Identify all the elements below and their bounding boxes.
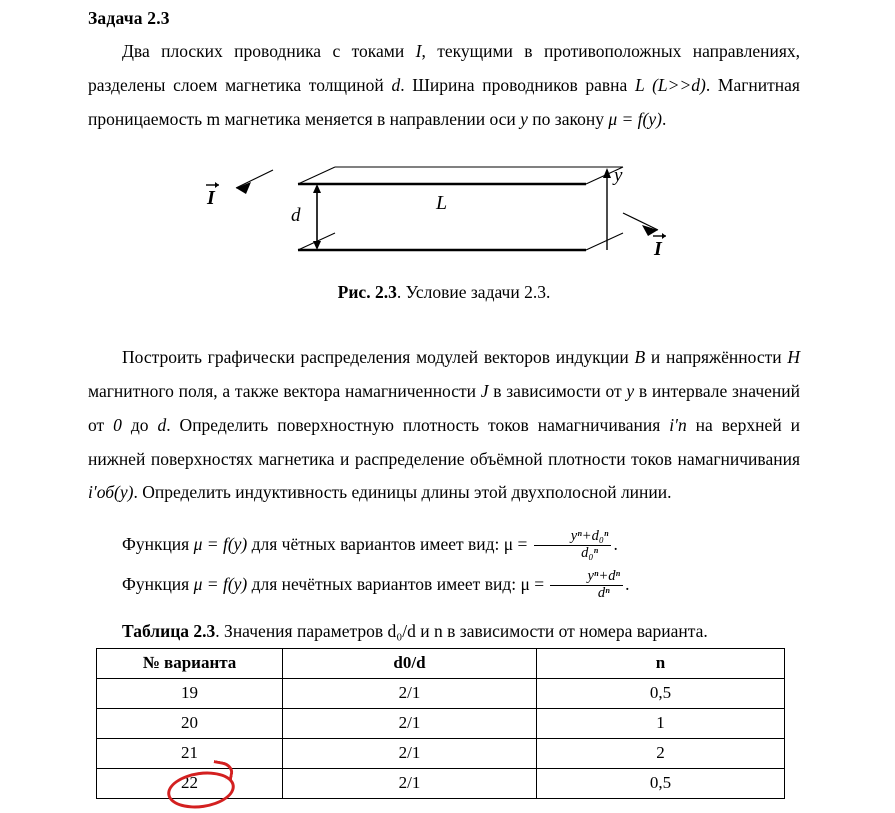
svg-text:I: I (207, 187, 215, 210)
cell-variant: 19 (97, 678, 283, 708)
text-run: для нечётных вариантов имеет вид: μ = (247, 574, 549, 595)
cell-n: 1 (537, 708, 785, 738)
text-run: . (661, 108, 667, 129)
table-header-row (97, 648, 785, 678)
text-run: до (121, 414, 158, 435)
symbol-surface-current: i′п (669, 414, 687, 435)
fraction-denominator: d₀ⁿ (534, 545, 612, 562)
fraction-denominator: dⁿ (550, 585, 623, 602)
symbol-thickness: d (391, 74, 401, 95)
cell-d0d: 2/1 (283, 678, 537, 708)
table-row (97, 738, 785, 768)
cell-n: 0,5 (537, 768, 785, 798)
formula-mu-of-y: μ = f(y) (608, 108, 662, 129)
figure-caption-text: . Условие задачи 2.3. (396, 282, 551, 303)
symbol-width: L (635, 74, 645, 95)
symbol-H: H (787, 347, 800, 368)
fraction-even (534, 529, 612, 562)
formula-odd-variants (88, 564, 800, 604)
symbol-y: y (626, 381, 635, 402)
symbol-J: J (480, 381, 489, 402)
symbol-axis-y: y (520, 108, 528, 129)
fraction-numerator: yⁿ+dⁿ (587, 567, 621, 584)
text-run: , текущими в противоположных направлениях, разделены слоем магнетика толщиной (88, 41, 800, 95)
text-run: . Определить индуктивность единицы длины этой двухполосной линии. (133, 482, 672, 503)
formula-mu-f-y: μ = f(y) (193, 534, 248, 555)
table-header-d0d: d0/d (283, 648, 537, 678)
cell-variant: 20 (97, 708, 283, 738)
figure-diagram (88, 158, 800, 276)
figure-label-y: y (614, 165, 623, 187)
value-zero: 0 (113, 414, 122, 435)
condition-l-gg-d: (L>>d) (644, 74, 706, 95)
table-row (97, 768, 785, 798)
cell-n: 2 (537, 738, 785, 768)
problem-statement-paragraph (88, 35, 800, 136)
symbol-current: I (415, 41, 422, 61)
figure-2-3 (88, 158, 800, 276)
text-run: в зависимости от (488, 381, 627, 402)
task-title: Задача 2.3 (88, 8, 170, 28)
text-run: . Ширина проводников равна (400, 74, 635, 95)
cell-d0d: 2/1 (283, 708, 537, 738)
figure-caption-number: Рис. 2.3 (337, 282, 397, 303)
figure-label-L: L (436, 192, 448, 215)
text-run: . (625, 574, 630, 595)
table-row (97, 678, 785, 708)
text-run: на верхней и нижней поверхностях магнетика и распределение объёмной плотности токов намагничивания (88, 414, 801, 469)
symbol-volume-current: i′об(y) (88, 482, 134, 503)
cell-d0d: 2/1 (283, 768, 537, 798)
text-run: и напряжённости (645, 347, 788, 368)
text-run: Функция (122, 534, 194, 555)
symbol-B: B (634, 347, 646, 368)
text-run: . Определить поверхностную плотность токов намагничивания (166, 414, 670, 435)
table-title-number: Таблица 2.3 (122, 620, 216, 641)
text-run: Два плоских проводника с токами (122, 41, 416, 61)
fraction-odd (550, 569, 623, 602)
cell-variant: 21 (97, 738, 283, 768)
text-run: по закону (527, 108, 609, 129)
table-title (88, 621, 800, 642)
svg-text:I: I (654, 238, 662, 261)
parameters-table (96, 648, 785, 799)
figure-caption (88, 282, 800, 303)
figure-label-d: d (291, 205, 301, 227)
text-run: в интервале значений от (88, 381, 800, 435)
cell-variant: 22 (97, 768, 283, 798)
table-row (97, 708, 785, 738)
text-run: . (613, 534, 618, 555)
formula-mu-f-y: μ = f(y) (193, 574, 248, 595)
text-run: . Магнитная проницаемость m магнетика меняется в направлении оси (88, 74, 800, 129)
table-title-text: . Значения параметров d₀/d и n в зависимости от номера варианта. (215, 620, 708, 641)
text-run: магнитного поля, а также вектора намагниченности (88, 381, 481, 402)
document-content (88, 8, 800, 799)
table-header-n: n (537, 648, 785, 678)
text-run: Построить графически распределения модулей векторов индукции (122, 347, 635, 368)
cell-d0d: 2/1 (283, 738, 537, 768)
formula-even-variants (88, 524, 800, 564)
text-run: Функция (122, 574, 194, 595)
symbol-d: d (157, 414, 167, 435)
table-header-variant: № варианта (97, 648, 283, 678)
fraction-numerator: yⁿ+d₀ⁿ (570, 527, 609, 544)
text-run: для чётных вариантов имеет вид: μ = (247, 534, 532, 555)
instructions-paragraph (88, 341, 800, 510)
cell-n: 0,5 (537, 678, 785, 708)
